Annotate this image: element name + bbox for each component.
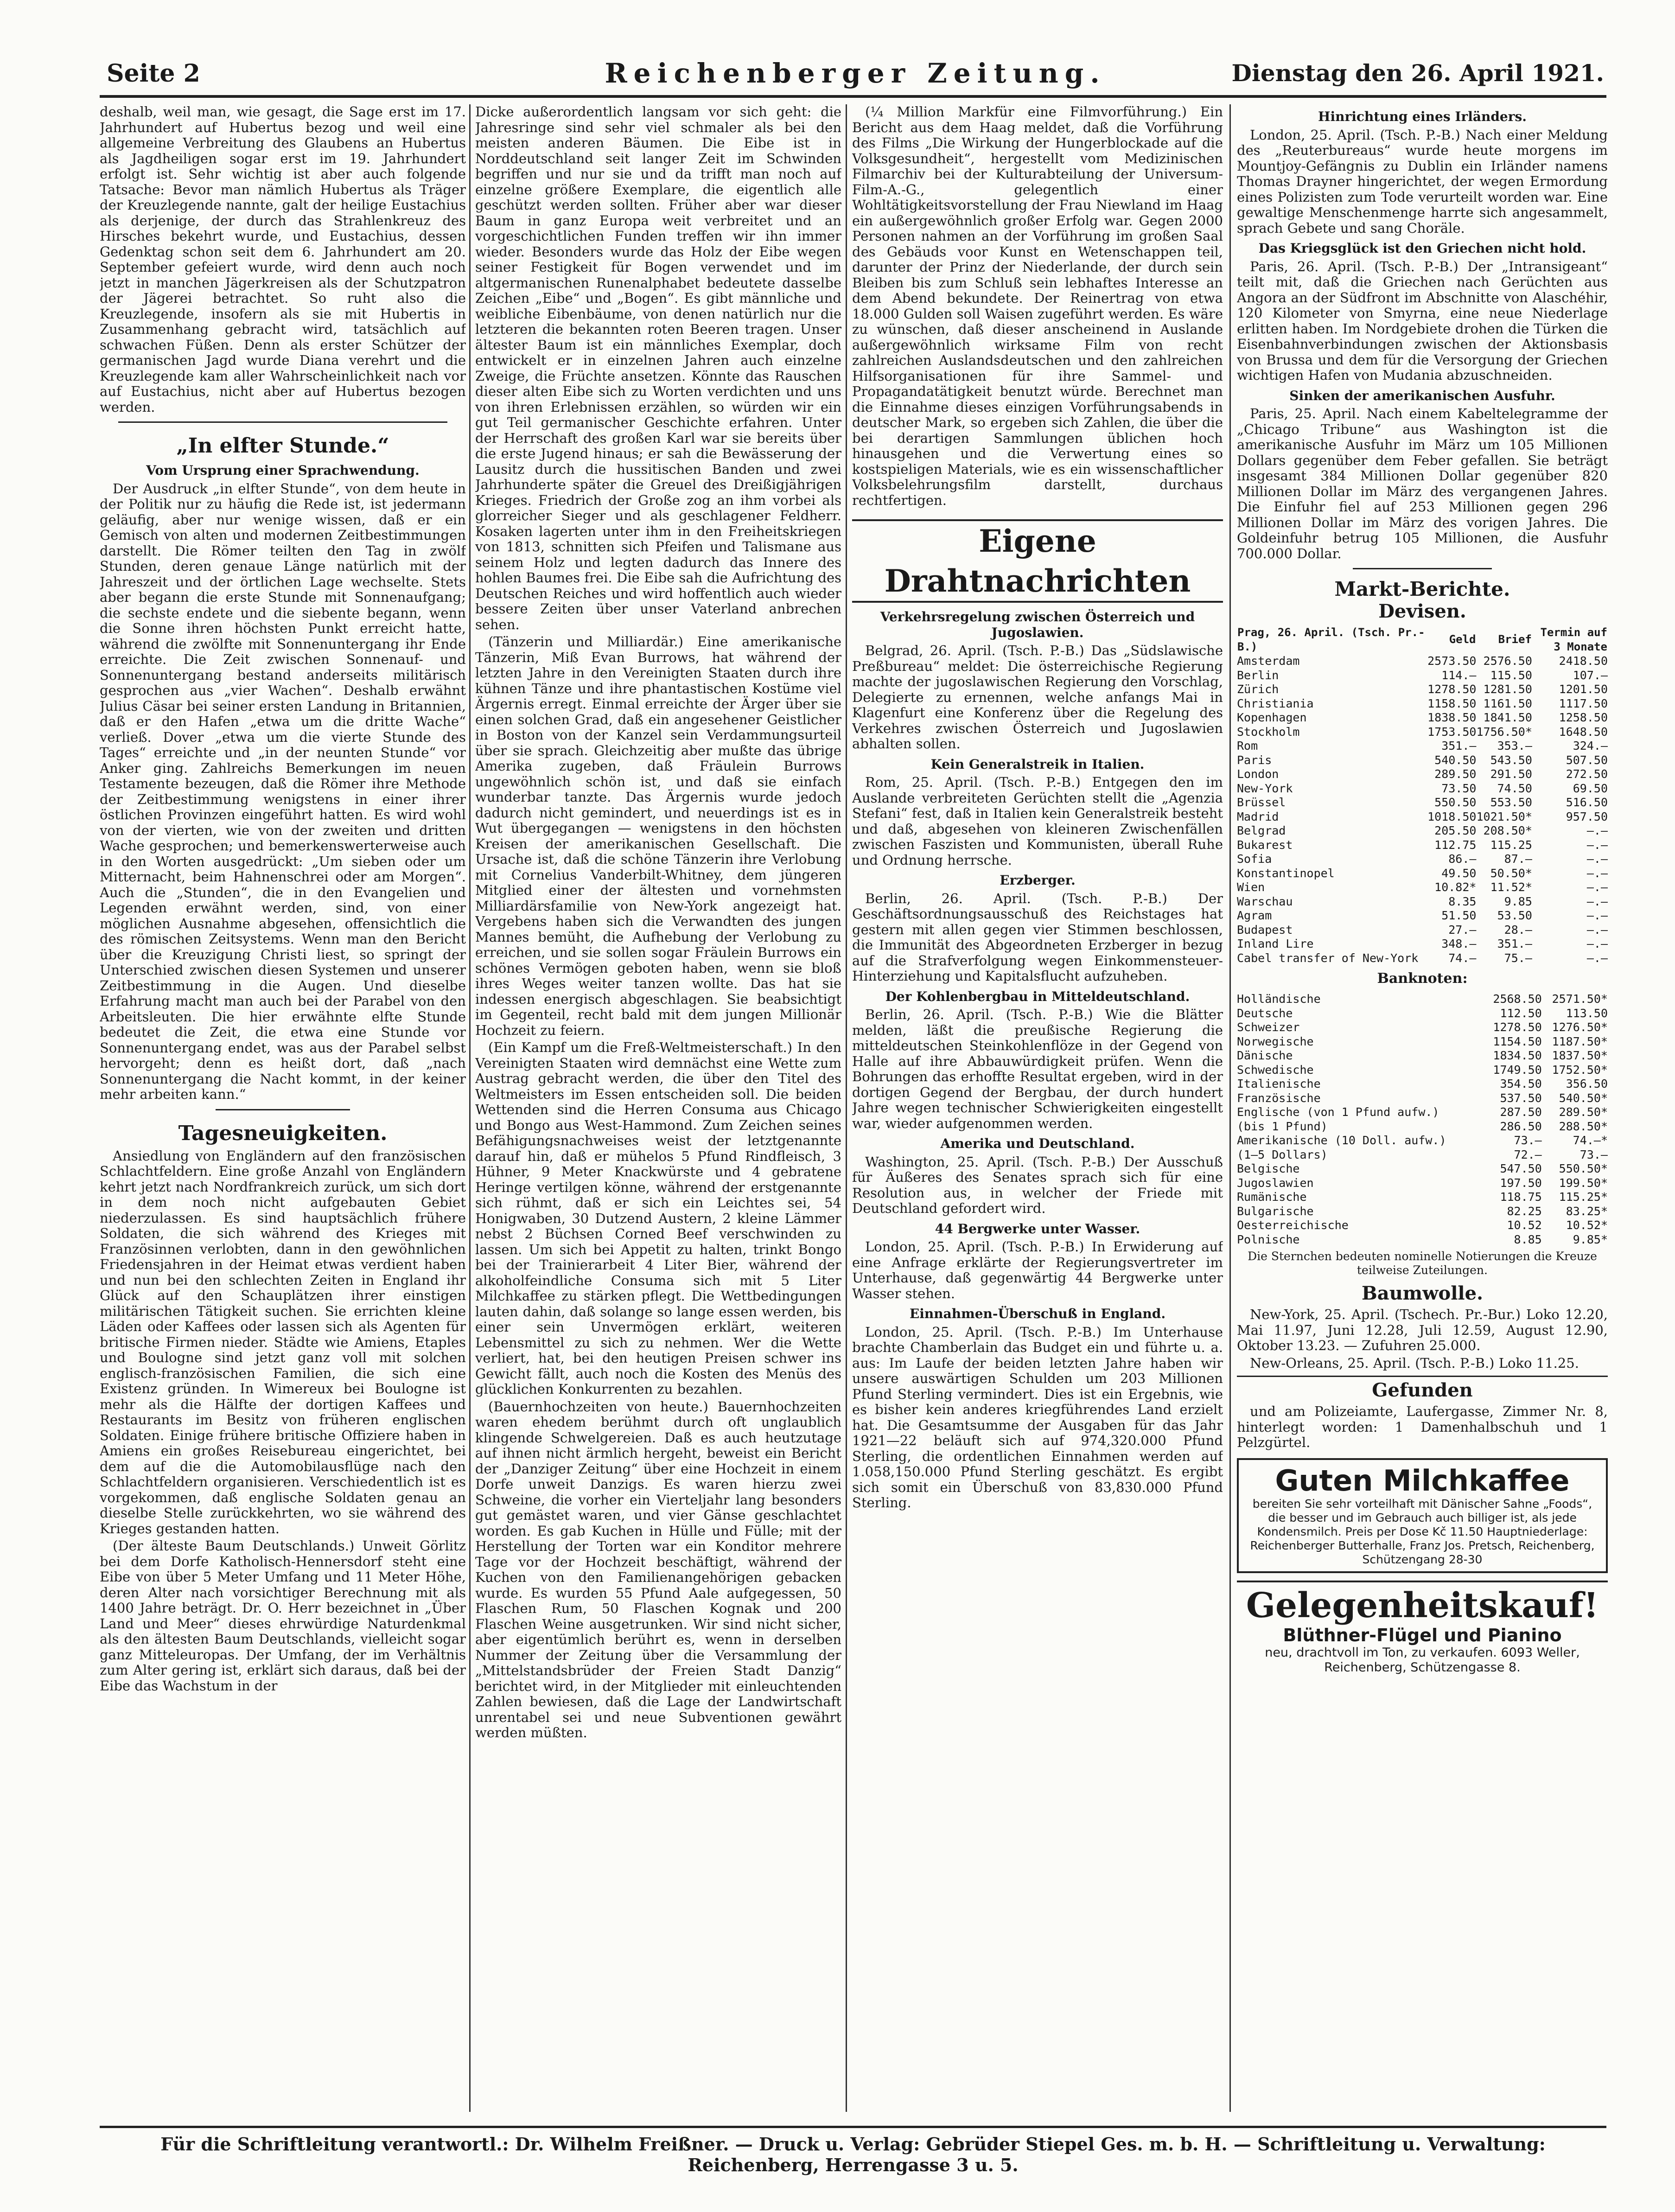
currency-value: 10.82* [1434,880,1477,894]
banknote-row [1237,1105,1608,1120]
currency-value: 114.— [1441,668,1477,682]
currency-value: 53.50 [1497,909,1532,922]
currency-row [1237,739,1608,753]
currency-name: Budapest [1237,923,1293,937]
article-subheadline: Vom Ursprung einer Sprachwendung. [146,463,420,478]
banknote-value: 537.50 [1500,1091,1542,1105]
column-2 [475,104,841,2112]
article-headline: Verkehrsregelung zwischen Österreich und Jugoslawien. [880,609,1195,640]
banknote-value: 288.50* [1559,1119,1608,1133]
article-headline: Das Kriegsglück ist den Griechen nicht hold. [1258,241,1586,256]
currency-value: 1838.50 [1427,711,1477,724]
banknote-value: 112.50 [1500,1006,1542,1020]
article-text: Dicke außerordentlich langsam vor sich geht: die Jahresringe sind sehr viel schmaler als bei den meisten anderen Bäumen. Die Eibe ist in Norddeutschland seit langer Zeit im Schwinden begriffen und nur sie und da trifft man noch auf einzelne größere Exemplare, die eigentlich alle geschützt werden sollten. Früher aber war dieser Baum in ganz Europa weit verbreitet und an vorgeschichtlichen Funden treffen wir ihn immer wieder. Besonders wurde das Holz der Eibe wegen seiner Festigkeit für Bogen verwendet und im altgermanischen Runenalphabet bedeutete dasselbe Zeichen „Eibe“ und „Bogen“. Es gibt männliche und weibliche Eibenbäume, von denen natürlich nur die letzteren die bekannten roten Beeren tragen. Unser ältester Baum ist ein männliches Exemplar, doch entwickelt er in einzelnen Jahren auch einzelne Zweige, die Früchte ansetzen. Könnte das Rauschen dieser alten Eibe sich zu Worten verdichten und uns von ihren Erlebnissen erzählen, so würden wir ein gut Teil germanischer Geschichte erfahren. Unter der Herrschaft des großen Karl war sie bereits über die erste Jugend hinaus; er sah die Bewässerung der Lausitz durch die hussitischen Banden und zwei Jahrhunderte später die Greuel des Dreißigjährigen Krieges. Friedrich der Große zog an ihm vorbei als glorreicher Sieger und als geschlagener Feldherr. Kosaken lagerten unter ihm in den Freiheitskriegen von 1813, schnitten sich Pfeifen und Talismane aus seinem Holz und legten dadurch das Innere des hohlen Baumes frei. Die Eibe sah die Aufrichtung des Deutschen Reiches und wird hoffentlich auch wieder bessere Zeiten über unser Vaterland anbrechen sehen. [475,104,841,632]
currency-value: 351.— [1441,739,1477,752]
banknote-row [1237,1063,1608,1077]
currency-value: 51.50 [1441,909,1477,922]
currency-name: Cabel transfer of New-York [1237,951,1419,965]
article-headline: Einnahmen-Überschuß in England. [909,1306,1166,1321]
currency-value: 49.50 [1441,866,1477,880]
banknote-value: 199.50* [1559,1176,1608,1190]
currency-row [1237,654,1608,669]
banknote-row [1237,992,1608,1007]
banknote-value: 1834.50 [1493,1049,1542,1062]
banknote-row [1237,1176,1608,1191]
currency-value: 1158.50 [1427,696,1477,710]
currency-value: 516.50 [1566,796,1608,809]
market-text: New-Orleans, 25. April. (Tsch. P.-B.) Loko 11.25. [1250,1355,1579,1371]
banknote-name: Schweizer [1237,1020,1300,1034]
article-headline: 44 Bergwerke unter Wasser. [935,1221,1140,1237]
footnote: Die Sternchen bedeuten nominelle Notierungen die Kreuze teilweise Zuteilungen. [1248,1249,1597,1277]
divider [216,1109,350,1110]
banknote-name: Oesterreichische [1237,1218,1349,1232]
currency-row [1237,796,1608,810]
banknote-row [1237,1020,1608,1035]
currency-value: —.— [1586,909,1608,922]
banknote-value: 356.50 [1566,1077,1608,1090]
banknote-value: 10.52* [1566,1218,1608,1232]
currency-row [1237,895,1608,909]
currency-row [1237,810,1608,824]
page-number: Seite 2 [107,59,200,88]
currency-value: 87.— [1504,852,1532,866]
banknote-name: Rumänische [1237,1190,1307,1204]
article-text: Paris, 25. April. Nach einem Kabeltelegramme der „Chicago Tribune“ aus Washington ist die amerikanische Ausfuhr im März um 105 Millionen Dollars gegenüber dem Feber gefallen. Sie beträgt insgesamt 384 Millionen Dollar gegenüber 820 Millionen Dollar im März des vergangenen Jahres. Die Einfuhr fiel auf 253 Millionen gegen 296 Millionen Dollar im März des vorigen Jahres. Die Goldeinfuhr betrug 105 Millionen, die Ausfuhr 700.000 Dollar. [1237,406,1608,561]
banknote-row [1237,1007,1608,1021]
banknote-name: Norwegische [1237,1034,1314,1048]
banknote-row [1237,1218,1608,1233]
banknote-row [1237,1148,1608,1162]
article-text: London, 25. April. (Tsch. P.-B.) Nach einer Meldung des „Reuterbureaus“ wurde heute morgens im Mountjoy-Gefängnis zu Dublin ein Irländer namens Thomas Drayner hingerichtet, der wegen Ermordung eines Polizisten zum Tode verurteilt worden war. Eine gewaltige Menschenmenge harrte sich angesammelt, sprach Gebete und sang Choräle. [1237,127,1608,236]
article-headline: Hinrichtung eines Irländers. [1318,109,1527,124]
currency-name: Paris [1237,753,1272,767]
banknote-value: 550.50* [1559,1162,1608,1175]
column-1 [100,104,466,2112]
article-text: (¼ Million Markfür eine Filmvorführung.) Ein Bericht aus dem Haag meldet, daß die Vorführung des Films „Die Wirkung der Hungerblockade auf die Volksgesundheit“, hergestellt vom Medizinischen Filmarchiv bei der Kulturabteilung der Universum-Film-A.-G., gelegentlich einer Wohltätigkeitsvorstellung der Frau Niewland im Haag ein außergewöhnlich großer Erfolg war. Gegen 2000 Personen nahmen an der Vorführung im großen Saal des Gebäuds voor Kunst en Wetenschappen teil, darunter der Prinz der Niederlande, der durch sein Bleiben bis zum Schluß sein lebhaftes Interesse an dem Abend bekundete. Der Reinertrag von etwa 18.000 Gulden soll Waisen zugeführt werden. Es wäre zu wünschen, daß dieser anscheinend in Auslande außergewöhnlich wirksame Film von recht zahlreichen Auslandsdeutschen und den zahlreichen Hilfsorganisationen für ihre Sammel- und Propagandatätigkeit benutzt würde. Berechnet man die Einnahme dieses einzigen Vorführungsabends in deutscher Mark, so ergeben sich Zahlen, die über die bei derartigen Sammlungen üblichen hoch hinausgehen und die Verwertung eines so kostspieligen Materials, wie es ein wissenschaftlicher Volksbelehrungsfilm darstellt, durchaus rechtfertigen. [852,104,1223,508]
currency-row [1237,937,1608,951]
column-divider [846,104,847,2112]
currency-name: Wien [1237,880,1265,894]
banknote-value: 1749.50 [1493,1063,1542,1077]
ad-subheadline: Blüthner-Flügel und Pianino [1283,1625,1562,1645]
banknote-value: 8.85 [1514,1232,1542,1246]
divider [1353,568,1492,569]
ad-headline: Guten Milchkaffee [1275,1463,1570,1498]
currency-row [1237,951,1608,966]
banknote-name: Schwedische [1237,1063,1314,1077]
prague-dateline: Prag, 26. April. (Tsch. Pr.-B.) [1237,626,1425,653]
masthead [107,56,1604,93]
currency-value: 115.50 [1490,668,1532,682]
currency-value: 550.50 [1434,796,1477,809]
advertisement-milk [1237,1458,1608,1573]
article-headline: „In elfter Stunde.“ [176,434,389,458]
article-text: (Ein Kampf um die Freß-Weltmeisterschaft.) In den Vereinigten Staaten wird demnächst eine Wette zum Austrag gebracht werden, die über den Titel des Weltmeisters im Essen entscheiden soll. Die beiden Wettenden sind die Herren Consuma aus Chicago und Bongo aus West-Hammond. Zum Zeichen seines Befähigungsnachweises weist der letztgenannte darauf hin, daß er mühelos 5 Pfund Rindfleisch, 3 Hühner, 9 Meter Knackwürste und 4 gebratene Heringe vertilgen könne, während der erstgenannte sich rühmt, daß er sich ein Leichtes sei, 54 Honigwaben, 30 Dutzend Austern, 2 kleine Lämmer nebst 2 Büchsen Corned Beef verschwinden zu lassen. Um sich bei Appetit zu halten, trinkt Bongo bei der Trainierarbeit 4 Liter Bier, während der alkoholfeindliche Consuma sich mit 5 Liter Milchkaffee zu stärken pflegt. Die Wettbedingungen lauten dahin, daß solange so lange essen werden, bis einer sein Unvermögen erklärt, weiteren Lebensmittel zu sich zu nehmen. Wer die Wette verliert, hat, bei den heutigen Preisen schwer ins Gewicht fällt, auch noch die Kosten des Menüs des glücklichen Konkurrenten zu bezahlen. [475,1039,841,1397]
currency-name: Madrid [1237,810,1279,823]
currency-row [1237,909,1608,923]
currency-name: Kopenhagen [1237,711,1307,724]
banknote-value: 1187.50* [1552,1034,1608,1048]
banknote-name: Englische (von 1 Pfund aufw.) [1237,1105,1439,1119]
currency-value: —.— [1586,824,1608,837]
currency-name: London [1237,767,1279,781]
banknote-value: 115.25* [1559,1190,1608,1204]
banknote-value: 82.25 [1507,1204,1542,1218]
currency-value: 540.50 [1434,753,1477,767]
banknote-value: 2568.50 [1493,992,1542,1006]
currency-row [1237,880,1608,895]
currency-value: 86.— [1448,852,1477,866]
currency-name: New-York [1237,781,1293,795]
currency-value: 69.50 [1573,781,1608,795]
currency-table [1237,625,1608,965]
banknote-name: Dänische [1237,1049,1293,1062]
currency-value: 1278.50 [1427,682,1477,696]
currency-row [1237,697,1608,711]
banknote-name: Italienische [1237,1077,1321,1090]
currency-value: 1281.50 [1483,682,1532,696]
currency-value: 272.50 [1566,767,1608,781]
currency-value: 74.50 [1497,781,1532,795]
currency-value: 208.50* [1483,824,1532,837]
article-text: London, 25. April. (Tsch. P.-B.) Im Unterhause brachte Chamberlain das Budget ein und führte u. a. aus: Im Laufe der beiden letzten Jahre haben wir unsere auswärtigen Schulden um 203 Millionen Pfund Sterling vermindert. Dies ist ein Ergebnis, wie es bisher kein anderes kriegführendes Land erzielt hat. Die Gesamtsumme der Ausgaben für das Jahr 1921—22 beläuft sich auf 974,320.000 Pfund Sterling, die ordentlichen Einnahmen werden auf 1.058,150.000 Pfund Sterling geschätzt. Es ergibt sich somit ein Überschuß von 83,830.000 Pfund Sterling. [852,1324,1223,1511]
article-headline: Amerika und Deutschland. [940,1136,1135,1151]
article-headline: Erzberger. [1000,873,1076,888]
banknote-name: Deutsche [1237,1006,1293,1020]
currency-value: —.— [1586,838,1608,852]
banknote-value: 10.52 [1507,1218,1542,1232]
currency-value: 11.52* [1490,880,1532,894]
banknote-value: 287.50 [1500,1105,1542,1119]
currency-row [1237,923,1608,937]
cotton-header: Baumwolle. [1361,1282,1483,1304]
banknote-row [1237,1120,1608,1134]
currency-value: —.— [1586,937,1608,950]
currency-value: 353.— [1497,739,1532,752]
article-text: Berlin, 26. April. (Tsch. P.-B.) Wie die Blätter melden, läßt die preußische Regierung die mitteldeutschen Steinkohlenflöze in der Gegend von Halle auf ihre Abbauwürdigkeit prüfen. Wenn die Bohrungen das erhoffte Resultat ergeben, wird in der dortigen Gegend der Bergbau, der durch hundert Jahre wegen technischer Schwierigkeiten eingestellt war, wieder aufgenommen werden. [852,1007,1223,1131]
banknote-name: Polnische [1237,1232,1300,1246]
found-items-text: und am Polizeiamte, Laufergasse, Zimmer Nr. 8, hinterlegt worden: 1 Damenhalbschuh und 1 Pelzgürtel. [1237,1403,1608,1450]
col-header-brief: Brief [1498,633,1532,646]
currency-value: —.— [1586,951,1608,965]
divider [118,421,447,423]
article-text: London, 25. April. (Tsch. P.-B.) In Erwiderung auf eine Anfrage erklärte der Regierungsvertreter im Unterhause, daß gegenwärtig 44 Bergwerke unter Wasser stehen. [852,1239,1223,1301]
currency-value: 1753.50 [1427,725,1477,739]
banknote-value: 289.50* [1559,1105,1608,1119]
currency-name: Agram [1237,909,1272,922]
banknote-name: Amerikanische (10 Doll. aufw.) [1237,1134,1446,1147]
banknote-value: 1154.50 [1493,1034,1542,1048]
currency-value: 115.25 [1490,838,1532,852]
article-text: deshalb, weil man, wie gesagt, die Sage erst im 17. Jahrhundert auf Hubertus bezog und weil eine allgemeine Verbreitung des Glaubens an Hubertus als Jagdheiligen sogar erst im 19. Jahrhundert erfolgt ist. Sehr wichtig ist aber auch folgende Tatsache: Bevor man nämlich Hubertus als Träger der Kreuzlegende nannte, galt der heilige Eustachius als derjenige, der durch das Strahlenkreuz des Hirsches bekehrt wurde, und Eustachius, dessen Gedenktag schon seit dem 6. Jahrhundert am 20. September gefeiert wurde, wird denn auch noch jetzt in manchen Jägerkreisen als der Schutzpatron der Jägerei betrachtet. So ruht also die Kreuzlegende, insofern als sie mit Hubertis in Zusammenhang gebracht wird, tatsächlich auf schwachen Füßen. Denn als erster Schützer der germanischen Jagd wurde Diana verehrt und die Kreuzlegende kam aller Wahrscheinlichkeit nach vor auf Eustachius, nicht aber auf Hubertus bezogen werden. [100,104,466,415]
banknote-value: 113.50 [1566,1006,1608,1020]
currency-name: Warschau [1237,894,1293,908]
currency-name: Berlin [1237,668,1279,682]
banknote-row [1237,1091,1608,1106]
column-4 [1237,104,1608,2112]
currency-value: 1756.50* [1476,725,1532,739]
currency-name: Sofia [1237,852,1272,866]
banknote-value: 1837.50* [1552,1049,1608,1062]
col-header-termin: Termin auf 3 Monate [1540,626,1607,653]
banknote-row [1237,1190,1608,1205]
article-text: Der Ausdruck „in elfter Stunde“, von dem heute in der Politik nur zu häufig die Rede ist, ist jedermann geläufig, aber nur wenige wissen, daß er ein Gemisch von alten und modernen Zeitbestimmungen darstellt. Die Römer teilten den Tag in zwölf Stunden, deren genaue Länge natürlich mit der Jahreszeit und der örtlichen Lage wechselte. Stets aber begann die erste Stunde mit Sonnenaufgang; die sechste endete und die siebente begann, wenn die Sonne ihren höchsten Punkt erreicht hatte, während die zwölfte mit Sonnenuntergang ihr Ende erreichte. Die Zeit zwischen Sonnenauf- und Sonnenuntergang bestand anderseits militärisch gesprochen aus „vier Wachen“. Deshalb erwähnt Julius Cäsar bei seiner ersten Landung in Britannien, daß er den Hafen „etwa um die dritte Wache“ verließ. Dover „etwa um die vierte Stunde des Tages“ erreichte und „in der neunten Stunde“ vor Anker ging. Zahlreichs Bemerkungen im neuen Testamente bezeugen, daß die Römer ihre Methode der Zeitbestimmung wenigstens in einer ihrer östlichen Provinzen eingeführt hatten. Es wird wohl von der vierten, wie von der zweiten und dritten Wache gesprochen; und bemerkenswerterweise auch in den Worten ausgedrückt: „Um sieben oder um Mitternacht, beim Hahnenschrei oder am Morgen“. Auch die „Stunden“, die in den Evangelien und Legenden erwähnt werden, sind, von einer möglichen Ausnahme abgesehen, offensichtlich die des römischen Zeitsystems. Wenn man den Bericht über die Kreuzigung Christi liest, so springt der Unterschied zwischen diesen Systemen und unserer Zeitbestimmung in die Augen. Und dieselbe Erfahrung macht man auch bei der Parabel von den Arbeitsleuten. Die hier erwähnte elfte Stunde bedeutet die Zeit, die etwa eine Stunde vor Sonnenuntergang endet, was aus der Parabel selbst hervorgeht; denn es heißt dort, daß „nach Sonnenuntergang die Nacht kommt, in der keiner mehr arbeiten kann.“ [100,480,466,1102]
ad-text: bereiten Sie sehr vorteilhaft mit Dänischer Sahne „Foods“, die besser und im Gebrauch auch billiger ist, als jede Kondensmilch. Preis per Dose Kč 11.50 Hauptniederlage: Reichenberger Butterhalle, Franz Jos. Pretsch, Reichenberg, Schützengang 28-30 [1250,1497,1595,1566]
currency-value: 2418.50 [1559,654,1608,668]
banknote-row [1237,1233,1608,1247]
banknote-value: 73.— [1579,1147,1608,1161]
currency-row [1237,824,1608,838]
article-headline: Der Kohlenbergbau in Mitteldeutschland. [885,988,1190,1004]
currency-value: 112.75 [1434,838,1477,852]
banknotes-table [1237,992,1608,1247]
currency-value: —.— [1586,852,1608,866]
currency-name: Inland Lire [1237,937,1314,950]
currency-value: 957.50 [1566,810,1608,823]
currency-name: Brüssel [1237,796,1286,809]
currency-value: 1021.50* [1476,810,1532,823]
banknote-value: 83.25* [1566,1204,1608,1218]
banknote-value: 286.50 [1500,1119,1542,1133]
banknote-row [1237,1205,1608,1219]
currency-row [1237,669,1608,683]
currency-value: 1018.50 [1427,810,1477,823]
currency-row [1237,767,1608,782]
currency-name: Amsterdam [1237,654,1300,668]
column-divider [469,104,471,2112]
column-3 [852,104,1223,2112]
col-header-geld: Geld [1449,633,1476,646]
banknote-name: Französische [1237,1091,1321,1105]
currency-value: 324.— [1573,739,1608,752]
banknote-row [1237,1035,1608,1049]
masthead-rule [100,95,1606,98]
banknote-value: 2571.50* [1552,992,1608,1006]
currency-value: 2576.50 [1483,654,1532,668]
currency-value: 289.50 [1434,767,1477,781]
article-text: (Tänzerin und Milliardär.) Eine amerikanische Tänzerin, Miß Evan Burrows, hat während der letzten Jahre in den Vereinigten Staaten durch ihre kühnen Tänze und ihre phantastischen Kostüme viel Ärgernis erregt. Einmal erreichte der Ärger über sie einen solchen Grad, daß ein angesehener Geistlicher in Boston von der Kanzel sein Verdammungsurteil über sie sprach. Gleichzeitig aber mußte das übrige Amerika zugeben, daß Fräulein Burrows ungewöhnlich schön ist, und daß sie einfach wunderbar tanzte. Das Ärgernis wurde jedoch dadurch nicht gemindert, und neuerdings ist es in Wut übergegangen — wenigstens in den höchsten Kreisen der amerikanischen Gesellschaft. Die Ursache ist, daß die schöne Tänzerin ihre Verlobung mit Cornelius Vanderbilt-Whitney, dem jüngeren Mitglied einer der ältesten und vornehmsten Milliardärsfamilie von New-York angezeigt hat. Vergebens haben sich die Verwandten des jungen Mannes bemüht, die Aufhebung der Verlobung zu erreichen, und sie sollen sogar Fräulein Burrows ein schönes Vermögen geboten haben, wenn sie bloß ihres Weges weiter tanzen wollte. Das hat sie indessen energisch abgeschlagen. Sie beabsichtigt im Gegenteil, recht bald mit dem jungen Millionär Hochzeit zu feiern. [475,634,841,1038]
article-text: Ansiedlung von Engländern auf den französischen Schlachtfeldern. Eine große Anzahl von Engländern kehrt jetzt nach Nordfrankreich zurück, um sich dort in dem noch nicht aufgebauten Gebiet niederzulassen. Es sind hauptsächlich frühere Soldaten, die sich während des Krieges mit Französinnen verlobten, dann in den gewöhnlichen Friedensjahren in der Heimat etwas verdient haben und nun bei den schlechten Zeiten in England ihr Glück auf den Schauplätzen ihrer einstigen militärischen Tätigkeit suchen. Sie errichten kleine Läden oder Kaffees oder lassen sich als Agenten für britische Firmen nieder. Städte wie Amiens, Etaples und Boulogne sind jetzt ganz voll mit solchen englisch-französischen Familien, die sich eine Existenz gründen. In Wimereux bei Boulogne ist mehr als die Hälfte der dortigen Kaffees und Restaurants im Besitz von früheren englischen Soldaten. Einige frühere britische Offiziere haben in Amiens ein großes Reisebureau eingerichtet, bei dem auf die die Automobilausflüge nach den Schlachtfeldern organisieren. Verschiedentlich ist es vorgekommen, daß englische Soldaten genau an dieselbe Stelle zurückkehrten, wo sie während des Krieges gestanden hatten. [100,1147,466,1536]
currency-value: 9.85 [1504,894,1532,908]
banknote-value: 354.50 [1500,1077,1542,1090]
currency-name: Stockholm [1237,725,1300,739]
article-text: Belgrad, 26. April. (Tsch. P.-B.) Das „Südslawische Preßbureau“ meldet: Die österreichische Regierung machte der jugoslawischen Regierung den Vorschlag, Delegierte zu ernennen, welche anfangs Mai in Klagenfurt eine Konferenz über die Regelung des Verkehres zwischen Österreich und Jugoslawien abhalten sollen. [852,643,1223,752]
banknote-value: 9.85* [1573,1232,1608,1246]
currency-row [1237,867,1608,881]
currency-value: 351.— [1497,937,1532,950]
currency-value: 291.50 [1490,767,1532,781]
banknote-value: 1276.50* [1552,1020,1608,1034]
currency-value: 8.35 [1448,894,1477,908]
currency-header: Devisen. [1378,600,1466,622]
currency-value: 1648.50 [1559,725,1608,739]
market-reports-header: Markt-Berichte. [1334,578,1510,600]
currency-value: 74.— [1448,951,1477,965]
currency-value: 1258.50 [1559,711,1608,724]
article-text: Berlin, 26. April. (Tsch. P.-B.) Der Geschäftsordnungsausschuß des Reichstages hat gestern mit allen gegen vier Stimmen beschlossen, die Immunität des Abgeordneten Erzberger in bezug auf die Strafverfolgung wegen Einkommensteuer-Hinterziehung und Kapitalsflucht aufzuheben. [852,890,1223,984]
imprint-footer: Für die Schriftleitung verantwortl.: Dr. Wilhelm Freißner. — Druck u. Verlag: Gebrüder Stiepel Ges. m. b. H. — Schriftleitung u. Verwaltung: Reichenberg, Herrengasse 3 u. 5. [100,2126,1606,2175]
article-text: Paris, 26. April. (Tsch. P.-B.) Der „Intransigeant“ teilt mit, daß die Griechen nach Gerüchten aus Angora an der Südfront im Abschnitte von Alaschéhir, 120 Kilometer von Smyrna, eine neue Niederlage erlitten haben. Im Nordgebiete drohen die Türken die Eisenbahnverbindungen zwischen der Aktionsbasis von Brussa und dem für die Versorgung der Griechen wichtigen Hafen von Mudania abzuschneiden. [1237,258,1608,383]
banknote-value: 73.— [1514,1134,1542,1147]
currency-name: Konstantinopel [1237,866,1335,880]
currency-value: —.— [1586,894,1608,908]
currency-name: Zürich [1237,682,1279,696]
banknote-name: (bis 1 Pfund) [1237,1119,1328,1133]
currency-value: 27.— [1448,923,1477,937]
banknote-value: 72.— [1514,1147,1542,1161]
currency-value: 2573.50 [1427,654,1477,668]
section-header-box: Eigene Drahtnachrichten [852,519,1223,603]
article-text: Washington, 25. April. (Tsch. P.-B.) Der Ausschuß für Äußeres des Senates sprach sich für eine Resolution aus, in welcher der Friede mit Deutschland gefordert wird. [852,1154,1223,1216]
issue-date: Dienstag den 26. April 1921. [1231,59,1604,87]
banknote-value: 547.50 [1500,1162,1542,1175]
banknote-value: 197.50 [1500,1176,1542,1190]
article-text: (Der älteste Baum Deutschlands.) Unweit Görlitz bei dem Dorfe Katholisch-Hennersdorf steht eine Eibe von über 5 Meter Umfang und 11 Meter Höhe, deren Alter nach vorsichtiger Berechnung mit als 1400 Jahre beträgt. Dr. O. Herr bezeichnet in „Über Land und Meer“ dieses ehrwürdige Naturdenkmal als den ältesten Baum Deutschlands, vielleicht sogar ganz Mitteleuropas. Der Umfang, der im Verhältnis zum Alter gering ist, erklärt sich daraus, daß bei der Eibe das Wachstum in der [100,1538,466,1694]
banknote-value: 1752.50* [1552,1063,1608,1077]
currency-value: 507.50 [1566,753,1608,767]
currency-value: 75.— [1504,951,1532,965]
banknotes-header: Banknoten: [1377,970,1468,987]
currency-value: —.— [1586,866,1608,880]
banknote-row [1237,1077,1608,1091]
currency-value: 1161.50 [1483,696,1532,710]
currency-value: —.— [1586,923,1608,937]
currency-value: 543.50 [1490,753,1532,767]
article-text: Rom, 25. April. (Tsch. P.-B.) Entgegen den im Auslande verbreiteten Gerüchten stellt die „Agenzia Stefani“ fest, daß in Italien kein Generalstreik besteht und daß, abgesehen von kleineren Zwischenfällen zwischen Faszisten und Kommunisten, überall Ruhe und Ordnung herrsche. [852,774,1223,868]
market-text: New-York, 25. April. (Tschech. Pr.-Bur.) Loko 12.20, Mai 11.97, Juni 12.28, Juli 12.59, August 12.90, Oktober 13.23. — Zufuhren 25.000. [1237,1307,1608,1353]
currency-value: 28.— [1504,923,1532,937]
advertisement-piano [1237,1581,1608,1675]
banknote-row [1237,1134,1608,1148]
currency-row [1237,753,1608,768]
banknote-value: 1278.50 [1493,1020,1542,1034]
currency-name: Rom [1237,739,1258,752]
currency-value: 205.50 [1434,824,1477,837]
currency-name: Christiania [1237,696,1314,710]
ad-headline: Gelegenheitskauf! [1246,1585,1599,1626]
currency-value: 553.50 [1490,796,1532,809]
currency-value: 73.50 [1441,781,1477,795]
currency-value: 1201.50 [1559,682,1608,696]
currency-name: Bukarest [1237,838,1293,852]
banknote-value: 540.50* [1559,1091,1608,1105]
article-headline: Kein Generalstreik in Italien. [930,756,1145,772]
currency-value: —.— [1586,880,1608,894]
banknote-name: (1—5 Dollars) [1237,1147,1328,1161]
currency-value: 50.50* [1490,866,1532,880]
newspaper-title: Reichenberger Zeitung. [605,57,1106,89]
currency-row [1237,725,1608,739]
article-headline: Sinken der amerikanischen Ausfuhr. [1289,388,1555,403]
currency-row [1237,782,1608,796]
banknote-row [1237,1162,1608,1176]
banknote-value: 118.75 [1500,1190,1542,1204]
currency-row [1237,852,1608,867]
section-headline: Tagesneuigkeiten. [178,1121,388,1145]
currency-value: 107.— [1573,668,1608,682]
banknote-name: Belgische [1237,1162,1300,1175]
banknote-row [1237,1049,1608,1063]
banknote-value: 74.—* [1573,1134,1608,1147]
banknote-name: Jugoslawien [1237,1176,1314,1190]
currency-value: 1841.50 [1483,711,1532,724]
banknote-name: Bulgarische [1237,1204,1314,1218]
banknote-name: Holländische [1237,992,1321,1006]
found-items-header: Gefunden [1237,1376,1608,1401]
currency-row [1237,711,1608,725]
column-divider [1229,104,1231,2112]
currency-value: 1117.50 [1559,696,1608,710]
currency-name: Belgrad [1237,824,1286,837]
currency-row [1237,682,1608,697]
currency-value: 348.— [1441,937,1477,950]
currency-row [1237,838,1608,853]
article-text: (Bauernhochzeiten von heute.) Bauernhochzeiten waren ehedem berühmt durch oft unglaublich klingende Schwelgereien. Daß es auch heutzutage auf ihnen nicht ärmlich hergeht, beweist ein Bericht der „Danziger Zeitung“ über eine Hochzeit in einem Dorfe unweit Danzigs. Es waren hierzu zwei Schweine, die vorher ein Vierteljahr lang besonders gut gemästet waren, und vier Gänse geschlachtet worden. Es gab Kuchen in Hülle und Fülle; mit der Herstellung der Torten war ein Konditor mehrere Tage vor der Hochzeit beschäftigt, während der Kuchen von den Familienangehörigen gebacken wurde. Es wurden 55 Pfund Aale aufgegessen, 50 Flaschen Rum, 50 Flaschen Kognak und 200 Flaschen Weine ausgetrunken. Wir sind nicht sicher, aber eigentümlich berührt es, wenn in derselben Nummer der Zeitung über die Versammlung der „Mittelstandsbrüder der Freien Stadt Danzig“ berichtet wird, in der Mitglieder mit einleuchtenden Zahlen bewiesen, daß die Lage der Landwirtschaft unrentabel sei und neue Subventionen gewährt werden müßten. [475,1398,841,1740]
ad-text: neu, drachtvoll im Ton, zu verkaufen. 6093 Weller, Reichenberg, Schützengasse 8. [1265,1645,1580,1675]
